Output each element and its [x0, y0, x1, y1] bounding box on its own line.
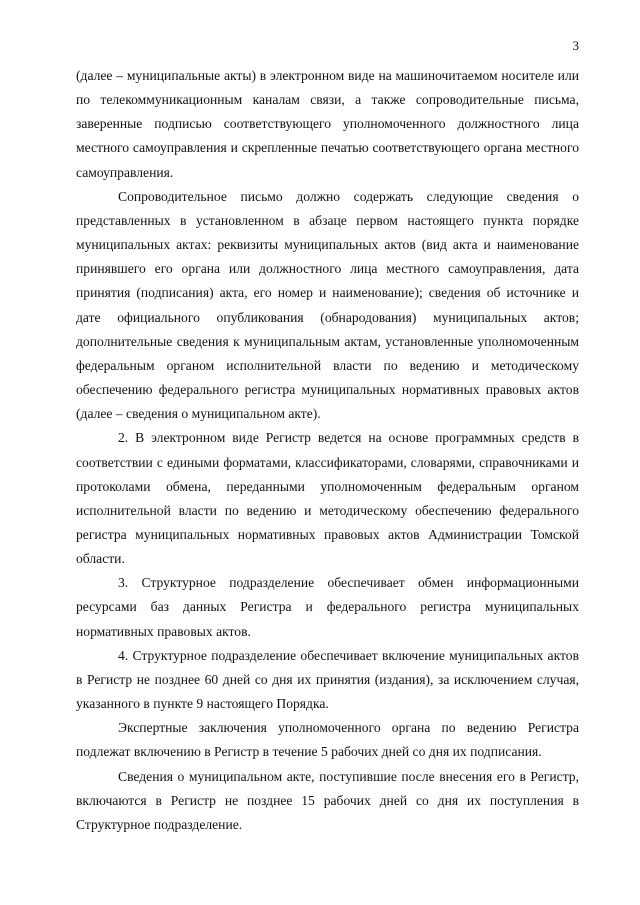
paragraph-continuation: (далее – муниципальные акты) в электронном виде на машиночитаемом носителе или по телекоммуникационным каналам связи, а также сопроводительные письма, заверенные подписью соответствующего уполномоченного должностного лица местного самоуправления и скрепленные печатью соответствующего органа местного самоуправления.: [76, 68, 579, 180]
paragraph-item-3: 3. Структурное подразделение обеспечивает обмен информационными ресурсами баз данных Регистра и федерального регистра муниципальных нормативных правовых актов.: [76, 575, 579, 639]
page-number: 3: [572, 38, 579, 53]
document-body: [76, 64, 579, 837]
paragraph-item-4: 4. Структурное подразделение обеспечивает включение муниципальных актов в Регистр не позднее 60 дней со дня их принятия (издания), за исключением случая, указанного в пункте 9 настоящего Порядка.: [76, 647, 579, 712]
paragraph-item-2: 2. В электронном виде Регистр ведется на основе программных средств в соответствии с едиными форматами, классификаторами, словарями, справочниками и протоколами обмена, переданными уполномоченным федеральным органом исполнительной власти по ведению и методическому обеспечению федерального регистра муниципальных нормативных правовых актов Администрации Томской области.: [76, 430, 579, 567]
paragraph-expert-conclusions: Экспертные заключения уполномоченного органа по ведению Регистра подлежат включению в Регистр в течение 5 рабочих дней со дня их подписания.: [76, 720, 579, 760]
paragraph-act-information: Сведения о муниципальном акте, поступившие после внесения его в Регистр, включаются в Регистр не позднее 15 рабочих дней со дня их поступления в Структурное подразделение.: [76, 768, 579, 832]
paragraph-cover-letter: Сопроводительное письмо должно содержать следующие сведения о представленных в установленном в абзаце первом настоящего пункта порядке муниципальных актах: реквизиты муниципальных актов (вид акта и наименование принявшего его органа или должностного лица местного самоуправления, дата принятия (подписания) акта, его номер и наименование); сведения об источнике и дате официального опубликования (обнародования) муниципальных актов; дополнительные сведения к муниципальным актам, установленные уполномоченным федеральным органом исполнительной власти по ведению и методическому обеспечению федерального регистра муниципальных нормативных правовых актов (далее – сведения о муниципальном акте).: [76, 188, 579, 422]
